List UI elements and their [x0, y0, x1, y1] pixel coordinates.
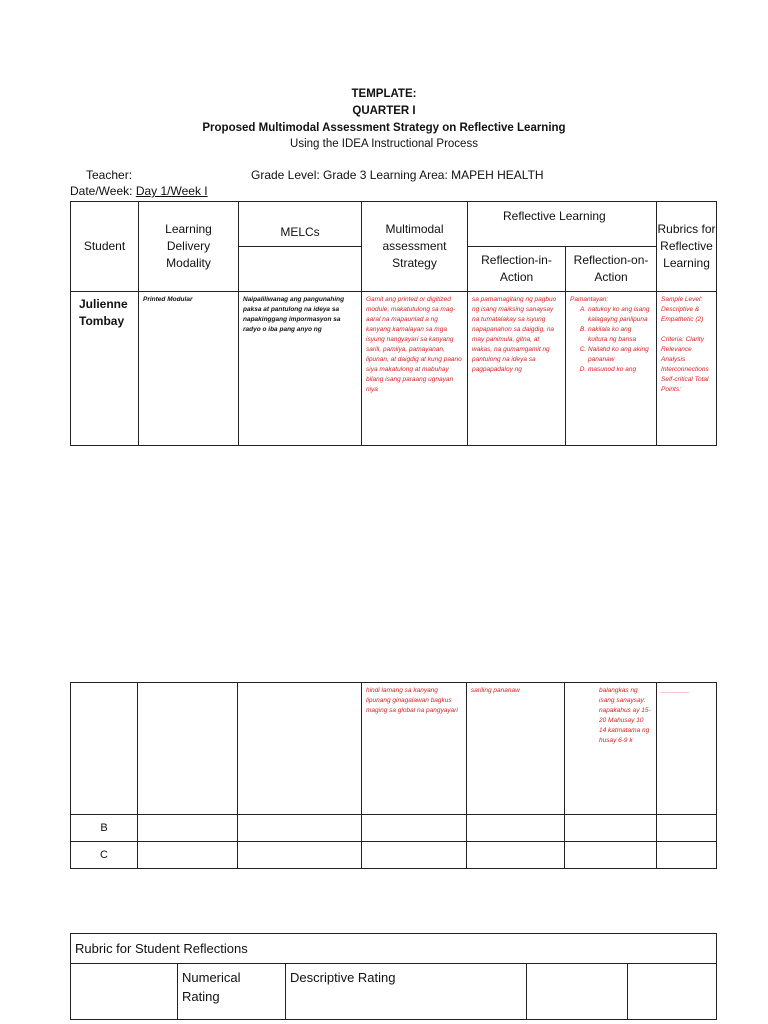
header-student: Student: [71, 202, 139, 292]
criteria-item: C. Nailahd ko ang aking pananaw: [588, 345, 652, 365]
numerical-rating-header: Numerical Rating: [178, 964, 286, 1020]
cont-modality-cell: [138, 683, 238, 815]
grade-level-text: Grade Level: Grade 3 Learning Area: MAPEH HEALTH: [251, 168, 544, 182]
cont-in-action-value: sariling pananaw: [467, 683, 565, 815]
cont-melcs-cell: [238, 683, 362, 815]
cont-on-action-value: balangkas ng isang sanaysay: napakahus ay 15-20 Mahusay 10 14 katmatama ng husay 6-9 k: [565, 683, 657, 815]
criteria-item: B. nakilala ko ang kultura ng bansa: [588, 325, 652, 345]
header-on-action: Reflection-on-Action: [566, 247, 657, 292]
header-strategy: Multimodal assessment Strategy: [362, 202, 468, 292]
template-label: TEMPLATE:: [351, 88, 417, 100]
modality-value: Printed Modular: [139, 292, 239, 446]
in-action-value: sa pamamagitang ng pagbuo ng isang maiksing sanaysay na tumatalakay sa isyung napapanahon sa daigdig, na may panimula, gitna, at wakas, na gumamgamit ng pantulong na ideya sa pagpapadaloy ng: [468, 292, 566, 446]
cont-strategy-value: hindi lamang sa kanyang lipunang ginagalawan bagkus maging sa global na pangyayari: [362, 683, 467, 815]
date-week: [70, 184, 208, 198]
header-melcs: MELCs: [239, 202, 362, 247]
cont-student-cell: [71, 683, 138, 815]
header-reflective-learning: Reflective Learning: [468, 202, 657, 247]
continuation-table: [70, 682, 717, 869]
document-title: Proposed Multimodal Assessment Strategy on Reflective Learning: [202, 122, 566, 134]
rubric-blank-cell: [71, 964, 178, 1020]
descriptive-rating-header: Descriptive Rating: [286, 964, 527, 1020]
header-modality: Learning Delivery Modality: [139, 202, 239, 292]
criteria-item: A. natukoy ko ang isang kalagayng panlipuna: [588, 305, 652, 325]
melcs-value: Naipaliliwanag ang pangunahing paksa at pantulong na ideya sa napakinggang impormasyon sa radyo o iba pang anyo ng: [239, 292, 362, 446]
teacher-label: Teacher:: [86, 168, 133, 182]
quarter-label: QUARTER I: [352, 105, 416, 117]
date-week-value: Day 1/Week I: [135, 184, 208, 198]
on-action-intro: Pamantayan:: [570, 296, 609, 303]
date-week-label: Date/Week:: [70, 184, 136, 198]
melcs-blank-cell: [239, 247, 362, 292]
criteria-item: D. masunod ko ang: [588, 365, 652, 375]
document-subtitle: Using the IDEA Instructional Process: [290, 138, 478, 150]
row-label-b: B: [71, 815, 138, 842]
rubric-blank-cell: [527, 964, 628, 1020]
row-label-c: C: [71, 842, 138, 869]
assessment-table: [70, 201, 717, 446]
strategy-value: Gamit ang printed or digitized module, makatutulong sa mag-aaral na mapaunlad a ng kanyang kamalayan sa mga isyung nangyayari sa kanyang sarili, pamilya, pamayanan, lipunan, at daigdig at kung paano siya makatulong at mabuhay bilang isang paraang ugnayan niya: [362, 292, 468, 446]
rubrics-value: Sample Level: Descriptive & Empathetic (2) Criteria: Clarity Relevance Analysis Interconnections Self-critical Total Points:: [657, 292, 717, 446]
rubric-table: [70, 933, 717, 1020]
header-in-action: Reflection-in-Action: [468, 247, 566, 292]
on-action-value: [566, 292, 657, 446]
rubric-title: Rubric for Student Reflections: [71, 934, 717, 964]
cont-rubrics-value: ________: [657, 683, 717, 815]
rubric-blank-cell: [628, 964, 717, 1020]
header-rubrics: Rubrics for Reflective Learning: [657, 202, 717, 292]
student-name: Julienne Tombay: [71, 292, 139, 446]
